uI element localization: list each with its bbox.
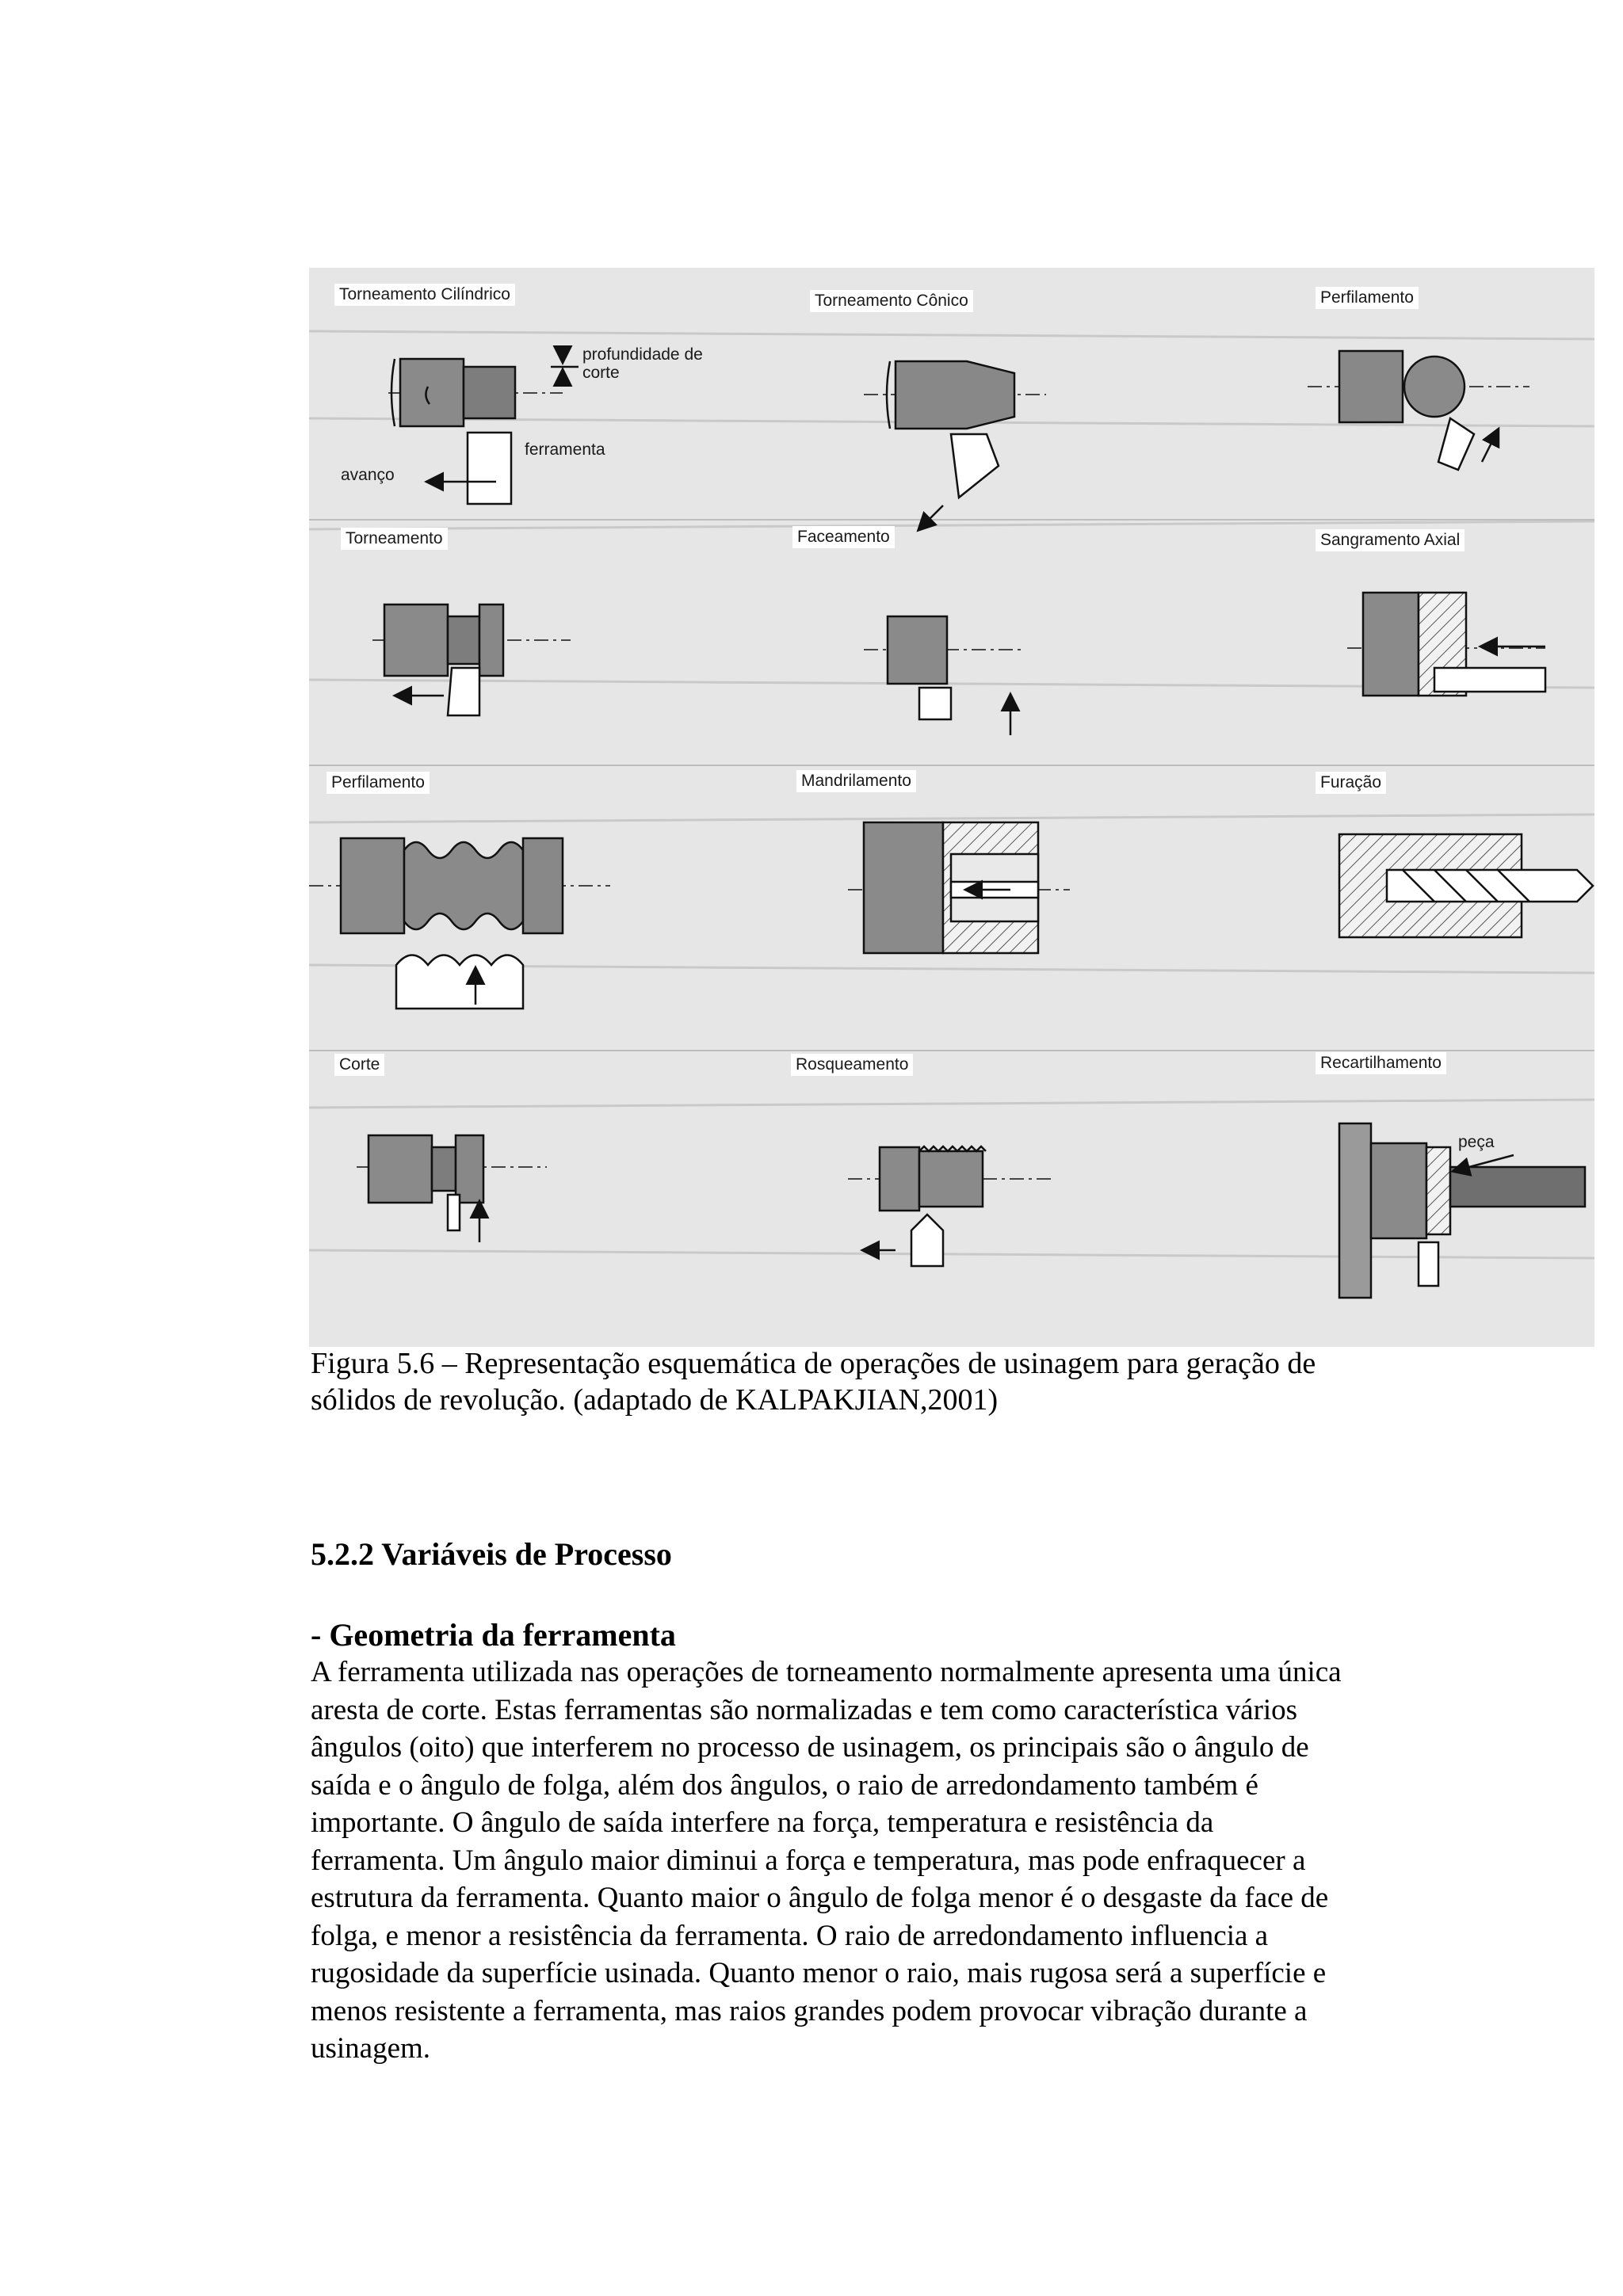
diagram-corte	[357, 1135, 547, 1242]
body-paragraph	[311, 1653, 1499, 2068]
label-perfilamento-top: Perfilamento	[1316, 287, 1419, 309]
body-line: saída e o ângulo de folga, além dos ângulos, o raio de arredondamento também é	[311, 1768, 1258, 1802]
diagram-faceamento	[864, 616, 1022, 735]
body-line: usinagem.	[311, 2032, 431, 2065]
caption-line-1: Figura 5.6 – Representação esquemática de operações de usinagem para geração de	[311, 1347, 1316, 1380]
body-line: menos resistente a ferramenta, mas raios grandes podem provocar vibração durante a	[311, 1994, 1308, 2027]
diagram-torneamento-conico	[864, 361, 1046, 529]
diagram-torneamento-cilindrico	[388, 347, 579, 504]
label-torneamento: Torneamento	[341, 528, 448, 550]
body-line: estrutura da ferramenta. Quanto maior o ângulo de folga menor é o desgaste da face de	[311, 1882, 1329, 1914]
annotation-depth-line2: corte	[582, 364, 620, 382]
body-line: A ferramenta utilizada nas operações de torneamento normalmente apresenta uma única	[311, 1656, 1342, 1688]
diagram-sangramento-axial	[1347, 593, 1545, 696]
label-torneamento-conico: Torneamento Cônico	[810, 290, 973, 312]
caption-line-2: sólidos de revolução. (adaptado de KALPAKJIAN,2001)	[311, 1383, 999, 1417]
label-corte: Corte	[334, 1054, 384, 1076]
annotation-depth-of-cut	[582, 345, 703, 382]
label-sangramento-axial: Sangramento Axial	[1316, 529, 1465, 551]
body-line: ferramenta. Um ângulo maior diminui a força e temperatura, mas pode enfraquecer a	[311, 1844, 1306, 1877]
body-line: ângulos (oito) que interferem no processo de usinagem, os principais são o ângulo de	[311, 1731, 1309, 1764]
figure-machining-operations	[309, 268, 1594, 1347]
label-furacao: Furação	[1316, 772, 1386, 794]
annotation-tool: ferramenta	[525, 441, 605, 459]
label-torneamento-cilindrico: Torneamento Cilíndrico	[334, 284, 515, 306]
label-faceamento: Faceamento	[792, 526, 895, 548]
section-heading: 5.2.2 Variáveis de Processo	[311, 1536, 672, 1572]
diagram-torneamento	[372, 605, 571, 715]
label-recartilhamento: Recartilhamento	[1316, 1052, 1446, 1074]
subheading: - Geometria da ferramenta	[311, 1617, 676, 1653]
body-line: importante. O ângulo de saída interfere na força, temperatura e resistência da	[311, 1806, 1214, 1839]
annotation-feed: avanço	[341, 466, 395, 484]
diagram-perfilamento-top	[1308, 351, 1529, 470]
diagram-rosqueamento	[848, 1146, 1054, 1266]
annotation-workpiece: peça	[1458, 1133, 1495, 1151]
label-mandrilamento: Mandrilamento	[796, 770, 916, 792]
annotation-depth-line1: profundidade de	[582, 345, 703, 364]
body-line: folga, e menor a resistência da ferramenta. O raio de arredondamento influencia a	[311, 1919, 1269, 1952]
diagram-perfilamento	[309, 838, 610, 1009]
label-rosqueamento: Rosqueamento	[791, 1054, 913, 1076]
figure-caption	[311, 1345, 1484, 1418]
diagram-mandrilamento	[848, 822, 1070, 953]
body-line: aresta de corte. Estas ferramentas são normalizadas e tem como característica vários	[311, 1693, 1298, 1726]
machining-diagram	[309, 268, 1594, 1347]
diagram-furacao	[1339, 834, 1593, 937]
label-perfilamento: Perfilamento	[327, 772, 430, 794]
body-line: rugosidade da superfície usinada. Quanto menor o raio, mais rugosa será a superfície e	[311, 1957, 1327, 1989]
